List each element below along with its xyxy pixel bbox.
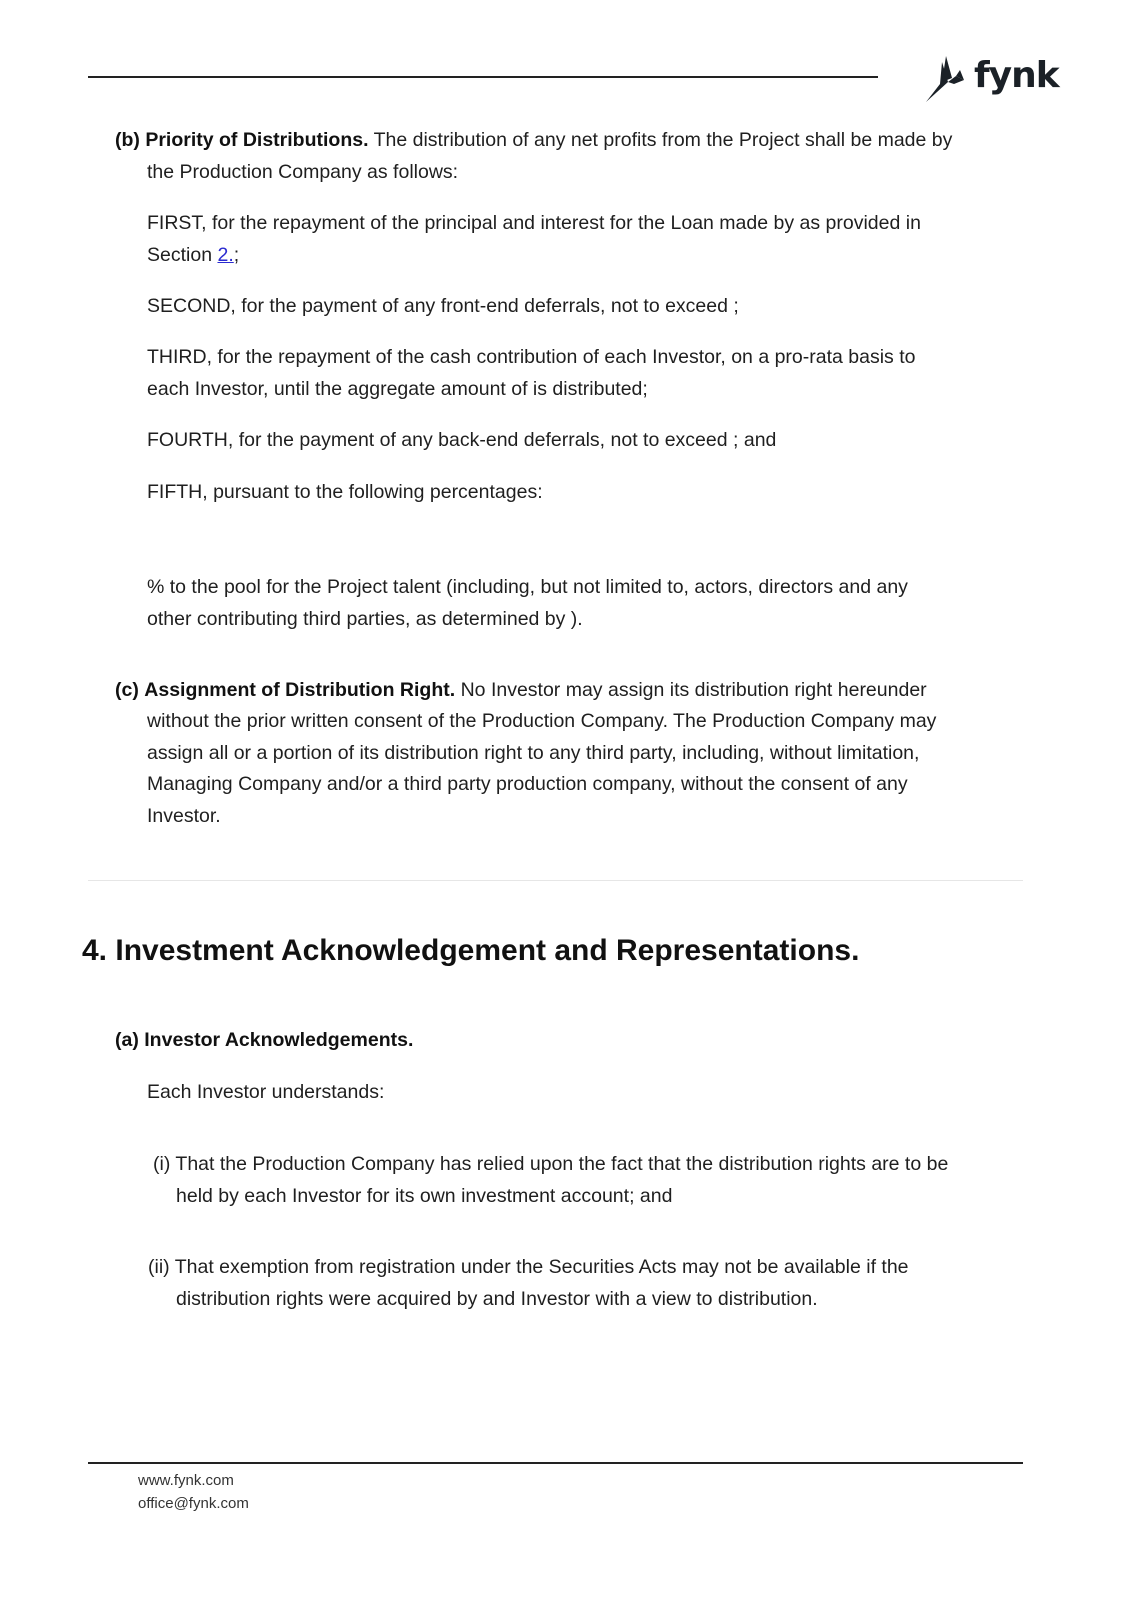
- sub-a-label: (a): [115, 1029, 139, 1051]
- section-4-heading: 4. Investment Acknowledgement and Representations.: [82, 934, 860, 967]
- item-ii-label: (ii): [148, 1256, 170, 1278]
- talent-pool-line1: % to the pool for the Project talent (including, but not limited to, actors, directors and any: [147, 576, 908, 598]
- item-i-text: That the Production Company has relied upon the fact that the distribution rights are to be: [175, 1153, 949, 1175]
- section-divider: [88, 880, 1023, 881]
- first-clause-prefix: Section: [147, 244, 218, 266]
- talent-pool-line2: other contributing third parties, as determined by ).: [147, 608, 583, 630]
- footer-rule: [88, 1462, 1023, 1464]
- section-c-line4: Managing Company and/or a third party production company, without the consent of any: [147, 773, 908, 795]
- section-c-line3: assign all or a portion of its distribution right to any third party, including, without limitation,: [147, 742, 920, 764]
- footer-website[interactable]: www.fynk.com: [138, 1472, 234, 1489]
- fourth-clause: FOURTH, for the payment of any back-end deferrals, not to exceed ; and: [147, 429, 777, 451]
- first-clause-line1: FIRST, for the repayment of the principal and interest for the Loan made by as provided in: [147, 212, 921, 234]
- item-ii-line2: distribution rights were acquired by and Investor with a view to distribution.: [176, 1288, 818, 1310]
- sub-a-heading: [115, 1024, 413, 1056]
- section-c-title: Assignment of Distribution Right.: [144, 679, 456, 701]
- first-clause-line2: [147, 239, 239, 271]
- logo-text: fynk: [974, 54, 1059, 96]
- item-i-label: (i): [153, 1153, 171, 1175]
- section-b-intro-line2: the Production Company as follows:: [147, 161, 459, 183]
- header-rule: [88, 76, 878, 78]
- item-ii-line1: [148, 1251, 909, 1283]
- item-i-line1: [153, 1148, 948, 1180]
- second-clause: SECOND, for the payment of any front-end deferrals, not to exceed ;: [147, 295, 739, 317]
- section-c-label: (c): [115, 679, 139, 701]
- section-b-label: (b): [115, 129, 140, 151]
- bird-logo-icon: [920, 52, 972, 104]
- section-c-line5: Investor.: [147, 805, 221, 827]
- investor-intro: Each Investor understands:: [147, 1081, 385, 1103]
- third-clause-line2: each Investor, until the aggregate amount of is distributed;: [147, 378, 648, 400]
- footer-email[interactable]: office@fynk.com: [138, 1495, 249, 1512]
- item-i-line2: held by each Investor for its own investment account; and: [176, 1185, 673, 1207]
- first-clause-suffix: ;: [233, 244, 240, 266]
- fifth-clause: FIFTH, pursuant to the following percentages:: [147, 481, 543, 503]
- section-c-line2: without the prior written consent of the Production Company. The Production Company may: [147, 710, 937, 732]
- sub-a-title: Investor Acknowledgements.: [144, 1029, 414, 1051]
- section-b-line1: [115, 124, 952, 156]
- fynk-logo: [920, 52, 1059, 104]
- item-ii-text: That exemption from registration under the Securities Acts may not be available if the: [174, 1256, 909, 1278]
- section-c-line1: [115, 674, 927, 706]
- section-c-text: No Investor may assign its distribution right hereunder: [460, 679, 927, 701]
- section-b-intro: The distribution of any net profits from the Project shall be made by: [373, 129, 953, 151]
- third-clause-line1: THIRD, for the repayment of the cash contribution of each Investor, on a pro-rata basis to: [147, 346, 916, 368]
- section-b-title: Priority of Distributions.: [145, 129, 369, 151]
- section-2-link[interactable]: 2.: [217, 244, 234, 266]
